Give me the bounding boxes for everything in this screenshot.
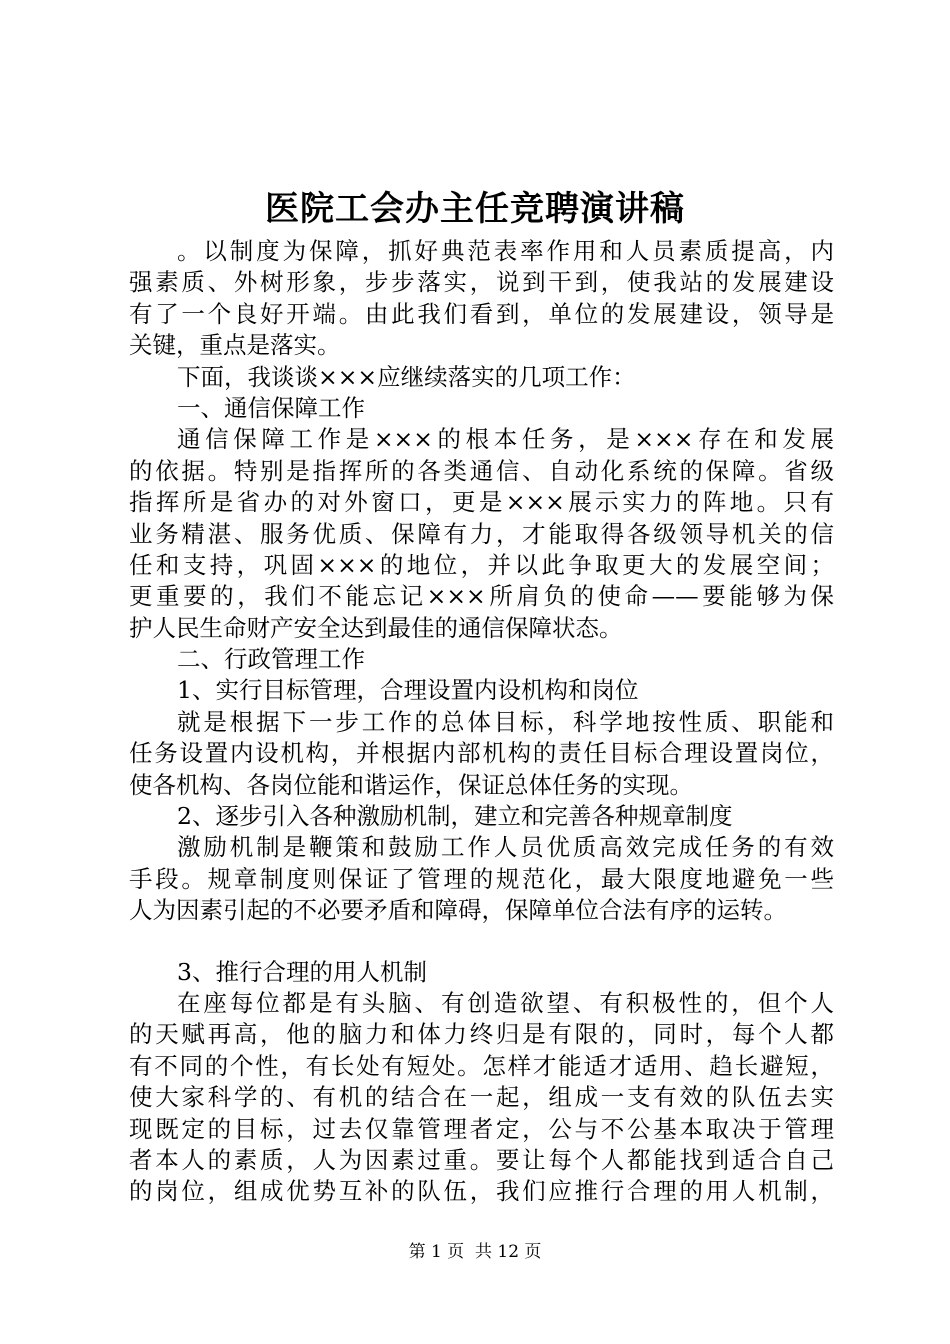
document-title: 医院工会办主任竞聘演讲稿 — [265, 189, 685, 229]
body-line: 有了一个良好开端。由此我们看到，单位的发展建设，领导是 — [129, 299, 834, 328]
body-line: 者本人的素质，人为因素过重。要让每个人都能找到适合自己 — [129, 1145, 834, 1174]
body-line: 通信保障工作是×××的根本任务，是×××存在和发展 — [177, 425, 834, 454]
body-line: 任务设置内设机构，并根据内部机构的责任目标合理设置岗位， — [129, 739, 834, 768]
page-number: 第 1 页 共 12 页 — [408, 1242, 542, 1262]
body-line: 使各机构、各岗位能和谐运作，保证总体任务的实现。 — [129, 770, 693, 799]
body-line: 的依据。特别是指挥所的各类通信、自动化系统的保障。省级 — [129, 456, 834, 485]
body-line: 现既定的目标，过去仅靠管理者定，公与不公基本取决于管理 — [129, 1114, 834, 1143]
body-line: 激励机制是鞭策和鼓励工作人员优质高效完成任务的有效 — [177, 833, 834, 862]
page-footer — [0, 1240, 950, 1264]
body-line: 有不同的个性，有长处有短处。怎样才能适才适用、趋长避短， — [129, 1051, 834, 1080]
section-heading: 一、通信保障工作 — [177, 393, 365, 422]
body-line: 使大家科学的、有机的结合在一起，组成一支有效的队伍去实 — [129, 1083, 834, 1112]
body-line: 的天赋再高，他的脑力和体力终归是有限的，同时，每个人都 — [129, 1020, 834, 1049]
body-line: 关键，重点是落实。 — [129, 331, 341, 360]
subsection-heading: 2、逐步引入各种激励机制，建立和完善各种规章制度 — [177, 802, 733, 831]
body-line: 强素质、外树形象，步步落实，说到干到，使我站的发展建设 — [129, 268, 834, 297]
subsection-heading: 3、推行合理的用人机制 — [177, 957, 427, 986]
body-line: 就是根据下一步工作的总体目标，科学地按性质、职能和 — [177, 707, 834, 736]
body-line: 。以制度为保障，抓好典范表率作用和人员素质提高，内 — [177, 237, 834, 265]
body-line: 更重要的，我们不能忘记×××所肩负的使命——要能够为保 — [129, 582, 834, 611]
body-line: 指挥所是省办的对外窗口，更是×××展示实力的阵地。只有 — [129, 488, 834, 517]
body-line: 人为因素引起的不必要矛盾和障碍，保障单位合法有序的运转。 — [129, 896, 787, 925]
section-heading: 二、行政管理工作 — [177, 645, 365, 674]
body-line: 在座每位都是有头脑、有创造欲望、有积极性的，但个人 — [177, 988, 834, 1017]
body-line: 手段。规章制度则保证了管理的规范化，最大限度地避免一些 — [129, 864, 834, 893]
document-body — [129, 236, 834, 1208]
body-line: 任和支持，巩固×××的地位，并以此争取更大的发展空间； — [129, 550, 834, 579]
paragraph-gap — [129, 927, 834, 957]
body-line: 的岗位，组成优势互补的队伍，我们应推行合理的用人机制， — [129, 1177, 834, 1206]
subsection-heading: 1、实行目标管理，合理设置内设机构和岗位 — [177, 676, 639, 705]
body-line: 护人民生命财产安全达到最佳的通信保障状态。 — [129, 613, 623, 642]
body-line: 下面，我谈谈×××应继续落实的几项工作： — [177, 362, 636, 391]
body-line: 业务精湛、服务优质、保障有力，才能取得各级领导机关的信 — [129, 519, 834, 548]
